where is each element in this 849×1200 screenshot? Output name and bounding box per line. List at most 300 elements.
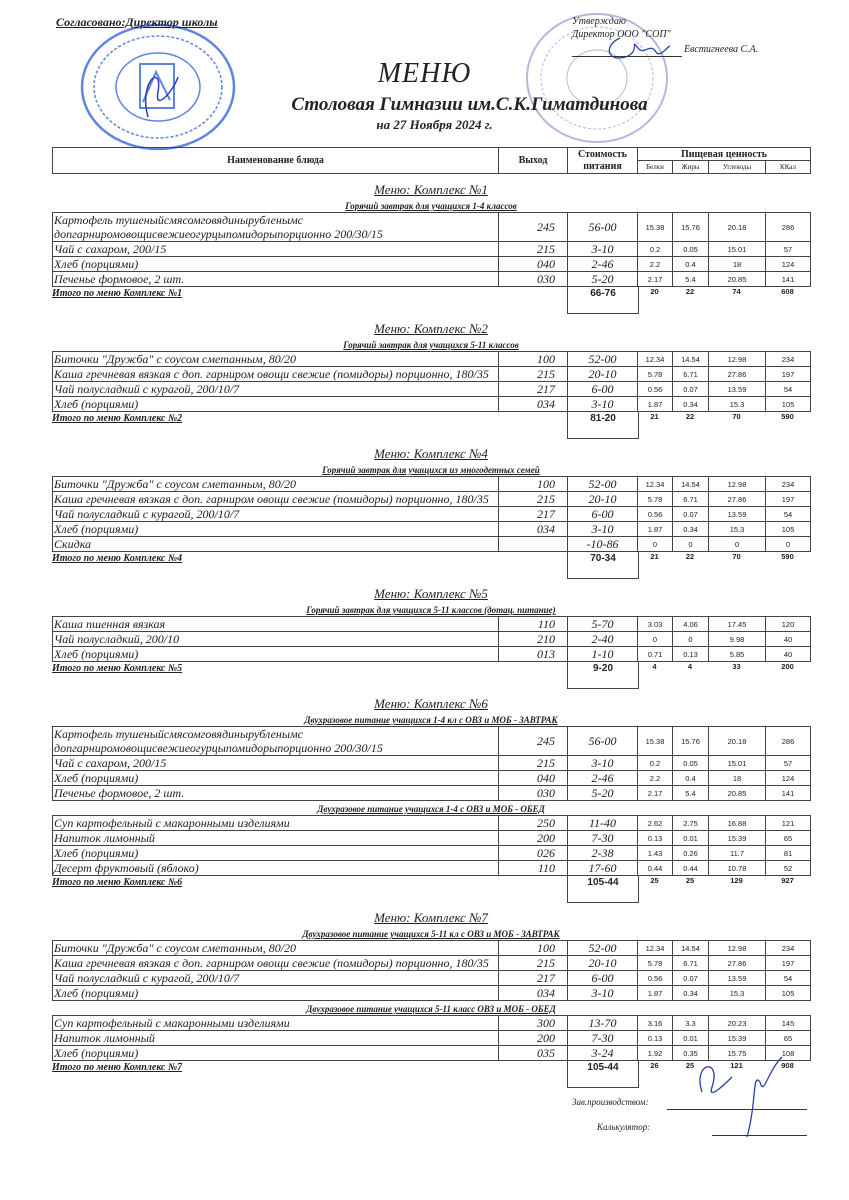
total-kcal: 908 — [781, 1061, 794, 1070]
dish-protein: 3.03 — [638, 617, 673, 632]
footer — [52, 1087, 810, 1137]
dish-carbs: 12.98 — [709, 941, 766, 956]
dish-fat: 0.05 — [673, 756, 709, 771]
dish-kcal: 120 — [766, 617, 811, 632]
dish-cost: 2-46 — [568, 771, 638, 786]
production-head-label: Зав.производством: — [572, 1097, 649, 1107]
dish-fat: 0.01 — [673, 1031, 709, 1046]
dish-cost: 1-10 — [568, 647, 638, 662]
table-row — [53, 971, 811, 986]
dish-output: 200 — [499, 1031, 568, 1046]
dish-name: Биточки "Дружба" с соусом сметанным, 80/20 — [53, 477, 499, 492]
table-row — [53, 213, 811, 242]
table-row — [53, 1031, 811, 1046]
total-cost: 9-20 — [567, 662, 639, 689]
table-row — [53, 941, 811, 956]
dish-fat: 14.54 — [673, 477, 709, 492]
dish-cost: 3-10 — [568, 397, 638, 412]
dish-fat: 0.26 — [673, 846, 709, 861]
dish-cost: 52-00 — [568, 941, 638, 956]
dish-carbs: 20.85 — [709, 272, 766, 287]
dish-carbs: 13.59 — [709, 507, 766, 522]
total-fat: 4 — [687, 662, 693, 671]
dish-output: 245 — [499, 727, 568, 756]
dish-output: 100 — [499, 352, 568, 367]
dish-kcal: 54 — [766, 507, 811, 522]
dish-name: Биточки "Дружба" с соусом сметанным, 80/20 — [53, 941, 499, 956]
menu-section — [52, 696, 810, 902]
group-subtitle: Горячий завтрак для учащихся 5-11 классов — [343, 340, 519, 350]
dish-protein: 2.17 — [638, 786, 673, 801]
table-row — [53, 756, 811, 771]
dish-carbs: 20.23 — [709, 1016, 766, 1031]
dish-carbs: 16.88 — [709, 816, 766, 831]
dish-output: 110 — [499, 617, 568, 632]
col-protein: Белки — [638, 161, 673, 174]
table-row — [53, 397, 811, 412]
section-gap — [52, 566, 810, 578]
dish-output: 040 — [499, 771, 568, 786]
col-cost: Стоимость питания — [568, 148, 638, 174]
dish-carbs: 10.78 — [709, 861, 766, 876]
dish-output: 215 — [499, 956, 568, 971]
page-title: МЕНЮ — [377, 58, 472, 89]
dish-cost: 2-46 — [568, 257, 638, 272]
total-row — [52, 876, 810, 890]
dish-carbs: 5.85 — [709, 647, 766, 662]
total-fat: 22 — [685, 412, 695, 421]
table-row — [53, 861, 811, 876]
menu-section — [52, 586, 810, 688]
dish-kcal: 197 — [766, 367, 811, 382]
dish-name: Скидка — [53, 537, 499, 552]
dish-output: 215 — [499, 492, 568, 507]
dish-carbs: 12.98 — [709, 352, 766, 367]
dish-fat: 0 — [673, 537, 709, 552]
dish-name: Хлеб (порциями) — [53, 1046, 499, 1061]
total-kcal: 608 — [781, 287, 794, 296]
approval-block — [572, 15, 671, 41]
dish-carbs: 15.01 — [709, 242, 766, 257]
total-label: Итого по меню Комплекс №7 — [52, 1062, 183, 1073]
section-gap — [52, 676, 810, 688]
dish-output: 034 — [499, 522, 568, 537]
dish-kcal: 141 — [766, 786, 811, 801]
dish-protein: 0.13 — [638, 1031, 673, 1046]
table-row — [53, 272, 811, 287]
dish-output: 035 — [499, 1046, 568, 1061]
table-row — [53, 986, 811, 1001]
dish-kcal: 234 — [766, 477, 811, 492]
dish-output — [499, 537, 568, 552]
dish-carbs: 9.98 — [709, 632, 766, 647]
dish-name: Печенье формовое, 2 шт. — [53, 786, 499, 801]
dish-fat: 5.4 — [673, 786, 709, 801]
dish-cost: 6-00 — [568, 382, 638, 397]
dish-protein: 0.71 — [638, 647, 673, 662]
dish-protein: 0.44 — [638, 861, 673, 876]
table-row — [53, 367, 811, 382]
dish-name: Суп картофельный с макаронными изделиями — [53, 816, 499, 831]
dish-output: 026 — [499, 846, 568, 861]
dish-name: Биточки "Дружба" с соусом сметанным, 80/20 — [53, 352, 499, 367]
dish-carbs: 11.7 — [709, 846, 766, 861]
dish-name: Чай с сахаром, 200/15 — [53, 242, 499, 257]
dish-carbs: 18 — [709, 771, 766, 786]
total-protein: 26 — [650, 1061, 659, 1070]
dish-kcal: 54 — [766, 971, 811, 986]
dish-kcal: 105 — [766, 986, 811, 1001]
dish-protein: 1.87 — [638, 397, 673, 412]
total-cost: 105-44 — [567, 876, 639, 903]
dish-fat: 0.07 — [673, 382, 709, 397]
dish-kcal: 234 — [766, 941, 811, 956]
dish-name: Хлеб (порциями) — [53, 771, 499, 786]
total-row — [52, 552, 810, 566]
total-label: Итого по меню Комплекс №5 — [52, 663, 183, 674]
dish-protein: 1.43 — [638, 846, 673, 861]
dish-cost: 20-10 — [568, 367, 638, 382]
dish-name: Каша гречневая вязкая с доп. гарниром овощи свежие (помидоры) порционно, 180/35 — [53, 956, 499, 971]
signature-line — [572, 56, 682, 57]
total-row — [52, 412, 810, 426]
dish-table — [52, 726, 811, 801]
dish-protein: 0 — [638, 632, 673, 647]
group-subtitle: Двухразовое питание учащихся 1-4 кл с ОВЗ и МОБ - ЗАВТРАК — [304, 715, 558, 725]
table-row — [53, 771, 811, 786]
dish-carbs: 15.3 — [709, 522, 766, 537]
dish-fat: 0.34 — [673, 397, 709, 412]
dish-protein: 3.16 — [638, 1016, 673, 1031]
total-cost: 81-20 — [567, 412, 639, 439]
dish-output: 217 — [499, 382, 568, 397]
dish-output: 217 — [499, 971, 568, 986]
dish-output: 215 — [499, 756, 568, 771]
dish-protein: 12.34 — [638, 352, 673, 367]
total-kcal: 200 — [781, 662, 794, 671]
dish-cost: 5-70 — [568, 617, 638, 632]
dish-cost: 3-10 — [568, 756, 638, 771]
group-subtitle: Горячий завтрак для учащихся 1-4 классов — [345, 201, 517, 211]
dish-kcal: 65 — [766, 831, 811, 846]
dish-name: Чай полусладкий с курагой, 200/10/7 — [53, 382, 499, 397]
dish-protein: 15.38 — [638, 213, 673, 242]
table-row — [53, 846, 811, 861]
total-label: Итого по меню Комплекс №2 — [52, 413, 183, 424]
dish-carbs: 20.18 — [709, 727, 766, 756]
col-kcal: ККал — [766, 161, 811, 174]
table-row — [53, 242, 811, 257]
dish-fat: 6.71 — [673, 956, 709, 971]
dish-kcal: 121 — [766, 816, 811, 831]
dish-cost: 2-40 — [568, 632, 638, 647]
total-fat: 22 — [685, 287, 695, 296]
dish-name: Каша гречневая вязкая с доп. гарниром овощи свежие (помидоры) порционно, 180/35 — [53, 367, 499, 382]
dish-output: 100 — [499, 941, 568, 956]
dish-table — [52, 616, 811, 662]
dish-fat: 6.71 — [673, 367, 709, 382]
col-output: Выход — [499, 148, 568, 174]
menu-date: на 27 Ноября 2024 г. — [376, 117, 493, 132]
section-gap — [52, 301, 810, 313]
approve-line2: Директор ООО "СОП" — [572, 29, 671, 40]
dish-protein: 2.62 — [638, 816, 673, 831]
dish-fat: 0 — [673, 632, 709, 647]
group-subtitle: Двухразовое питание учащихся 1-4 с ОВЗ и МОБ - ОБЕД — [317, 804, 545, 814]
table-header — [52, 147, 811, 174]
dish-cost: 3-24 — [568, 1046, 638, 1061]
total-carbs: 121 — [730, 1061, 743, 1070]
dish-name: Суп картофельный с макаронными изделиями — [53, 1016, 499, 1031]
dish-output: 034 — [499, 986, 568, 1001]
dish-fat: 0.07 — [673, 507, 709, 522]
dish-carbs: 12.98 — [709, 477, 766, 492]
dish-cost: 56-00 — [568, 213, 638, 242]
dish-cost: 11-40 — [568, 816, 638, 831]
dish-fat: 0.07 — [673, 971, 709, 986]
dish-name: Напиток лимонный — [53, 831, 499, 846]
dish-name: Напиток лимонный — [53, 1031, 499, 1046]
approve-line1: Утверждаю — [572, 16, 626, 27]
dish-kcal: 57 — [766, 756, 811, 771]
dish-carbs: 15.01 — [709, 756, 766, 771]
dish-fat: 15.76 — [673, 727, 709, 756]
dish-table — [52, 351, 811, 412]
dish-protein: 0.56 — [638, 507, 673, 522]
dish-carbs: 27.86 — [709, 956, 766, 971]
total-kcal: 590 — [781, 412, 794, 421]
dish-name: Чай полусладкий с курагой, 200/10/7 — [53, 507, 499, 522]
menu-document — [52, 147, 810, 1137]
dish-kcal: 286 — [766, 213, 811, 242]
dish-kcal: 124 — [766, 257, 811, 272]
total-carbs: 74 — [732, 287, 741, 296]
dish-fat: 0.05 — [673, 242, 709, 257]
menu-section — [52, 321, 810, 438]
table-row — [53, 382, 811, 397]
dish-kcal: 197 — [766, 492, 811, 507]
dish-cost: 3-10 — [568, 242, 638, 257]
dish-output: 034 — [499, 397, 568, 412]
group-subtitle: Горячий завтрак для учащихся из многодетных семей — [322, 465, 540, 475]
dish-name: Чай полусладкий с курагой, 200/10/7 — [53, 971, 499, 986]
dish-carbs: 20.18 — [709, 213, 766, 242]
dish-kcal: 234 — [766, 352, 811, 367]
dish-output: 215 — [499, 242, 568, 257]
total-kcal: 590 — [781, 552, 794, 561]
dish-carbs: 17.45 — [709, 617, 766, 632]
section-title: Меню: Комплекс №4 — [374, 446, 488, 461]
dish-fat: 6.71 — [673, 492, 709, 507]
dish-cost: 20-10 — [568, 956, 638, 971]
dish-carbs: 27.86 — [709, 492, 766, 507]
dish-name: Хлеб (порциями) — [53, 257, 499, 272]
dish-cost: 3-10 — [568, 986, 638, 1001]
section-title: Меню: Комплекс №7 — [374, 910, 488, 925]
section-title: Меню: Комплекс №1 — [374, 182, 488, 197]
dish-carbs: 15.39 — [709, 1031, 766, 1046]
dish-cost: 3-10 — [568, 522, 638, 537]
dish-table — [52, 212, 811, 287]
total-protein: 25 — [650, 876, 659, 885]
dish-kcal: 286 — [766, 727, 811, 756]
dish-carbs: 18 — [709, 257, 766, 272]
total-kcal: 927 — [781, 876, 794, 885]
dish-fat: 0.34 — [673, 986, 709, 1001]
dish-protein: 1.87 — [638, 986, 673, 1001]
dish-output: 300 — [499, 1016, 568, 1031]
dish-output: 030 — [499, 272, 568, 287]
dish-fat: 5.4 — [673, 272, 709, 287]
dish-table — [52, 940, 811, 1001]
group-subtitle: Двухразовое питание учащихся 5-11 класс ОВЗ и МОБ - ОБЕД — [306, 1004, 556, 1014]
section-gap — [52, 890, 810, 902]
dish-carbs: 15.75 — [709, 1046, 766, 1061]
total-fat: 25 — [685, 1061, 695, 1070]
table-row — [53, 352, 811, 367]
dish-output: 245 — [499, 213, 568, 242]
dish-cost: 7-30 — [568, 831, 638, 846]
group-subtitle: Горячий завтрак для учащихся 5-11 классов (дотац. питание) — [306, 605, 556, 615]
dish-protein: 12.34 — [638, 477, 673, 492]
table-row — [53, 831, 811, 846]
total-row — [52, 287, 810, 301]
total-label: Итого по меню Комплекс №1 — [52, 288, 183, 299]
total-label: Итого по меню Комплекс №6 — [52, 877, 183, 888]
total-protein: 4 — [652, 662, 657, 671]
dish-kcal: 40 — [766, 632, 811, 647]
dish-table — [52, 815, 811, 876]
dish-cost: 5-20 — [568, 272, 638, 287]
table-row — [53, 632, 811, 647]
dish-kcal: 52 — [766, 861, 811, 876]
dish-fat: 14.54 — [673, 352, 709, 367]
dish-kcal: 81 — [766, 846, 811, 861]
table-row — [53, 492, 811, 507]
total-cost: 66-76 — [567, 287, 639, 314]
table-row — [53, 537, 811, 552]
total-carbs: 70 — [732, 552, 741, 561]
table-row — [53, 617, 811, 632]
dish-name: Каша гречневая вязкая с доп. гарниром овощи свежие (помидоры) порционно, 180/35 — [53, 492, 499, 507]
table-row — [53, 647, 811, 662]
dish-carbs: 15.3 — [709, 397, 766, 412]
col-fat: Жиры — [673, 161, 709, 174]
dish-kcal: 57 — [766, 242, 811, 257]
dish-protein: 12.34 — [638, 941, 673, 956]
table-row — [53, 522, 811, 537]
section-title: Меню: Комплекс №6 — [374, 696, 488, 711]
dish-protein: 0.56 — [638, 382, 673, 397]
dish-kcal: 40 — [766, 647, 811, 662]
signatures — [672, 1052, 792, 1142]
dish-protein: 0.56 — [638, 971, 673, 986]
col-carbs: Углеводы — [709, 161, 766, 174]
dish-protein: 1.87 — [638, 522, 673, 537]
dish-output: 215 — [499, 367, 568, 382]
dish-protein: 5.78 — [638, 367, 673, 382]
dish-protein: 2.2 — [638, 771, 673, 786]
dish-name: Печенье формовое, 2 шт. — [53, 272, 499, 287]
menu-section — [52, 446, 810, 578]
dish-kcal: 105 — [766, 397, 811, 412]
col-nutrition: Пищевая ценность — [638, 148, 811, 161]
total-cost: 70-34 — [567, 552, 639, 579]
group-subtitle: Двухразовое питание учащихся 5-11 кл с ОВЗ и МОБ - ЗАВТРАК — [302, 929, 560, 939]
dish-kcal: 0 — [766, 537, 811, 552]
table-row — [53, 507, 811, 522]
dish-name: Картофель тушеныйсмясомговядинырубленымс допгарниромовощисвежиеогурцыпомидорыпорционно 200/30/15 — [53, 727, 499, 756]
total-protein: 21 — [650, 412, 659, 421]
dish-fat: 0.44 — [673, 861, 709, 876]
table-row — [53, 786, 811, 801]
dish-kcal: 141 — [766, 272, 811, 287]
dish-cost: 13-70 — [568, 1016, 638, 1031]
dish-protein: 0.2 — [638, 756, 673, 771]
dish-kcal: 65 — [766, 1031, 811, 1046]
dish-protein: 15.38 — [638, 727, 673, 756]
dish-carbs: 0 — [709, 537, 766, 552]
dish-fat: 0.01 — [673, 831, 709, 846]
dish-fat: 0.34 — [673, 522, 709, 537]
dish-output: 210 — [499, 632, 568, 647]
total-carbs: 33 — [732, 662, 741, 671]
menu-section — [52, 182, 810, 313]
total-protein: 21 — [650, 552, 659, 561]
dish-name: Хлеб (порциями) — [53, 647, 499, 662]
dish-kcal: 105 — [766, 522, 811, 537]
dish-carbs: 15.3 — [709, 986, 766, 1001]
dish-protein: 2.2 — [638, 257, 673, 272]
dish-fat: 0.4 — [673, 257, 709, 272]
dish-name: Каша пшенная вязкая — [53, 617, 499, 632]
dish-fat: 2.75 — [673, 816, 709, 831]
dish-name: Хлеб (порциями) — [53, 522, 499, 537]
total-cost: 105-44 — [567, 1061, 639, 1088]
total-fat: 25 — [685, 876, 695, 885]
dish-output: 200 — [499, 831, 568, 846]
dish-protein: 2.17 — [638, 272, 673, 287]
calculator-label: Калькулятор: — [597, 1122, 651, 1132]
dish-fat: 4.06 — [673, 617, 709, 632]
dish-cost: 7-30 — [568, 1031, 638, 1046]
table-row — [53, 816, 811, 831]
dish-carbs: 13.59 — [709, 971, 766, 986]
total-row — [52, 662, 810, 676]
dish-output: 100 — [499, 477, 568, 492]
dish-fat: 0.4 — [673, 771, 709, 786]
total-label: Итого по меню Комплекс №4 — [52, 553, 183, 564]
total-carbs: 70 — [732, 412, 741, 421]
dish-kcal: 108 — [766, 1046, 811, 1061]
total-carbs: 129 — [730, 876, 743, 885]
dish-name: Чай с сахаром, 200/15 — [53, 756, 499, 771]
dish-cost: 20-10 — [568, 492, 638, 507]
dish-fat: 14.54 — [673, 941, 709, 956]
dish-fat: 15.76 — [673, 213, 709, 242]
dish-protein: 5.78 — [638, 492, 673, 507]
dish-cost: -10-86 — [568, 537, 638, 552]
dish-cost: 2-38 — [568, 846, 638, 861]
dish-protein: 0.2 — [638, 242, 673, 257]
dish-cost: 6-00 — [568, 507, 638, 522]
dish-name: Десерт фруктовый (яблоко) — [53, 861, 499, 876]
section-gap — [52, 426, 810, 438]
dish-protein: 5.78 — [638, 956, 673, 971]
dish-output: 217 — [499, 507, 568, 522]
agreed-label: Согласовано:Директор школы — [56, 15, 218, 29]
dish-fat: 3.3 — [673, 1016, 709, 1031]
